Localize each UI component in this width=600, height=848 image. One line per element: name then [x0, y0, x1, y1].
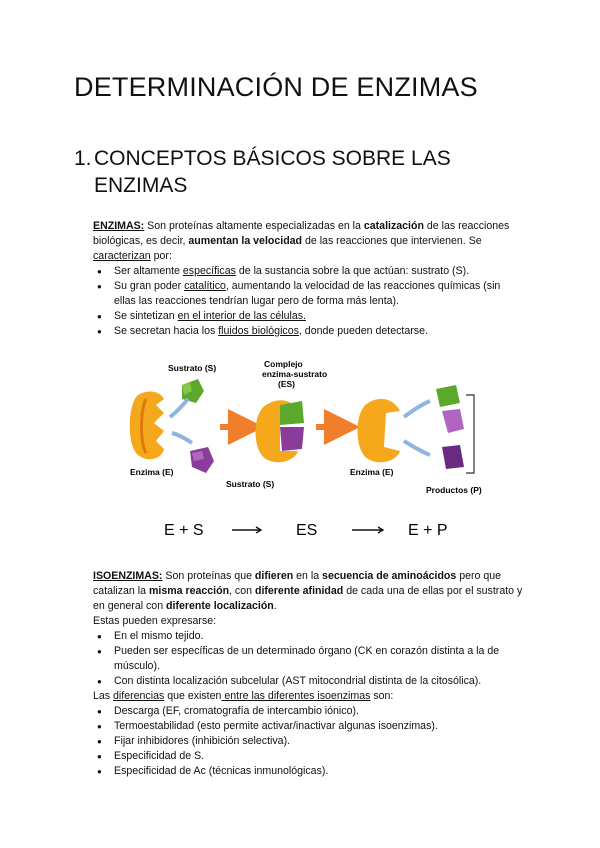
text-run: Son proteínas que: [162, 570, 255, 582]
text-run: Son proteínas altamente especializadas en la: [144, 220, 364, 232]
diferencias-list: [93, 704, 523, 779]
text-run: de cada una de ellas por el sustrato y en general con: [93, 585, 523, 612]
label-complejo-3: (ES): [278, 379, 295, 389]
text-run: .: [273, 600, 277, 612]
substrate-purple: [190, 447, 214, 473]
enzimas-bullet-list: [93, 264, 523, 339]
label-productos: Productos (P): [426, 485, 482, 495]
enzyme-substrate-complex: [256, 400, 305, 462]
label-complejo-2: enzima-sustrato: [262, 369, 328, 379]
isoenzimas-block: [93, 569, 523, 779]
equation-left: E + S: [164, 522, 204, 539]
bold-run: misma reacción: [148, 585, 230, 597]
text-run: pero que catalizan la: [93, 570, 502, 597]
bold-run: secuencia de aminoácidos: [322, 570, 457, 582]
text-run: de las reacciones biológicas, es decir,: [93, 220, 510, 247]
list-item: ● Pueden ser específicas de un determinado órgano (CK en corazón distinta a la de músculo).: [93, 644, 523, 674]
list-item: ● Especificidad de Ac (técnicas inmunológicas).: [93, 764, 523, 779]
section-number: 1.: [74, 147, 92, 170]
underlined-run: diferencias: [113, 690, 165, 702]
list-item: ● Fijar inhibidores (inhibición selectiva).: [93, 734, 523, 749]
bold-run: catalización: [363, 220, 424, 232]
underlined-run: entre las diferentes isoenzimas: [221, 690, 371, 702]
section-title-line1: CONCEPTOS BÁSICOS SOBRE LAS: [94, 147, 451, 170]
isoenzimas-term: ISOENZIMAS:: [93, 570, 163, 582]
section-title-line2: ENZIMAS: [94, 174, 188, 197]
text-run: Las: [93, 690, 114, 702]
enzyme-substrate-figure: [120, 355, 500, 550]
label-complejo-1: Complejo: [264, 359, 303, 369]
diferencias-intro: [93, 689, 523, 704]
blue-arrows-right: [404, 401, 430, 455]
expresarse-intro: Estas pueden expresarse:: [93, 615, 217, 627]
bold-run: diferente afinidad: [254, 585, 344, 597]
section-heading: [74, 145, 494, 199]
bold-run: difieren: [254, 570, 294, 582]
enzimas-term: ENZIMAS:: [93, 220, 145, 232]
blue-arrows-left: [170, 399, 192, 443]
list-item: ● Descarga (EF, cromatografía de intercambio iónico).: [93, 704, 523, 719]
expresarse-list: [93, 629, 523, 689]
text-run: , con: [229, 585, 255, 597]
enzyme-shape-right: [358, 399, 401, 462]
underlined-run: caracterizan: [93, 250, 151, 262]
list-item: ● Ser altamente específicas de la sustancia sobre la que actúan: sustrato (S).: [93, 264, 523, 279]
list-item: ● En el mismo tejido.: [93, 629, 523, 644]
product-green: [436, 385, 460, 407]
list-item: ● Su gran poder catalítico, aumentando la velocidad de las reacciones químicas (sin ellas las reacciones tendrían lugar pero de forma más lenta).: [93, 279, 523, 309]
products-bracket: [466, 395, 474, 473]
label-sustrato-top: Sustrato (S): [168, 363, 217, 373]
text-run: son:: [370, 690, 394, 702]
label-enzima-right: Enzima (E): [350, 467, 394, 477]
text-run: que existen: [164, 690, 222, 702]
list-item: ● Con distinta localización subcelular (AST mitocondrial distinta de la citosólica).: [93, 674, 523, 689]
list-item: ● Se sintetizan en el interior de las células.: [93, 309, 523, 324]
list-item: ● Especificidad de S.: [93, 749, 523, 764]
text-run: en la: [293, 570, 323, 582]
isoenzimas-definition: [93, 569, 523, 614]
bold-run: aumentan la velocidad: [188, 235, 303, 247]
bold-run: diferente localización: [166, 600, 274, 612]
enzyme-shape-left: [130, 392, 164, 460]
enzimas-definition: [93, 219, 523, 264]
equation-mid: ES: [296, 522, 318, 539]
list-item: ● Termoestabilidad (esto permite activar/inactivar algunas isoenzimas).: [93, 719, 523, 734]
list-item: ● Se secretan hacia los fluidos biológicos, donde pueden detectarse.: [93, 324, 523, 339]
enzimas-block: [93, 219, 523, 339]
product-purple: [442, 409, 464, 469]
label-sustrato-bottom: Sustrato (S): [226, 479, 275, 489]
equation-right: E + P: [408, 522, 448, 539]
text-run: de las reacciones que intervienen. Se: [302, 235, 482, 247]
page-title: DETERMINACIÓN DE ENZIMAS: [74, 72, 478, 102]
label-enzima-left: Enzima (E): [130, 467, 174, 477]
text-run: por:: [150, 250, 172, 262]
